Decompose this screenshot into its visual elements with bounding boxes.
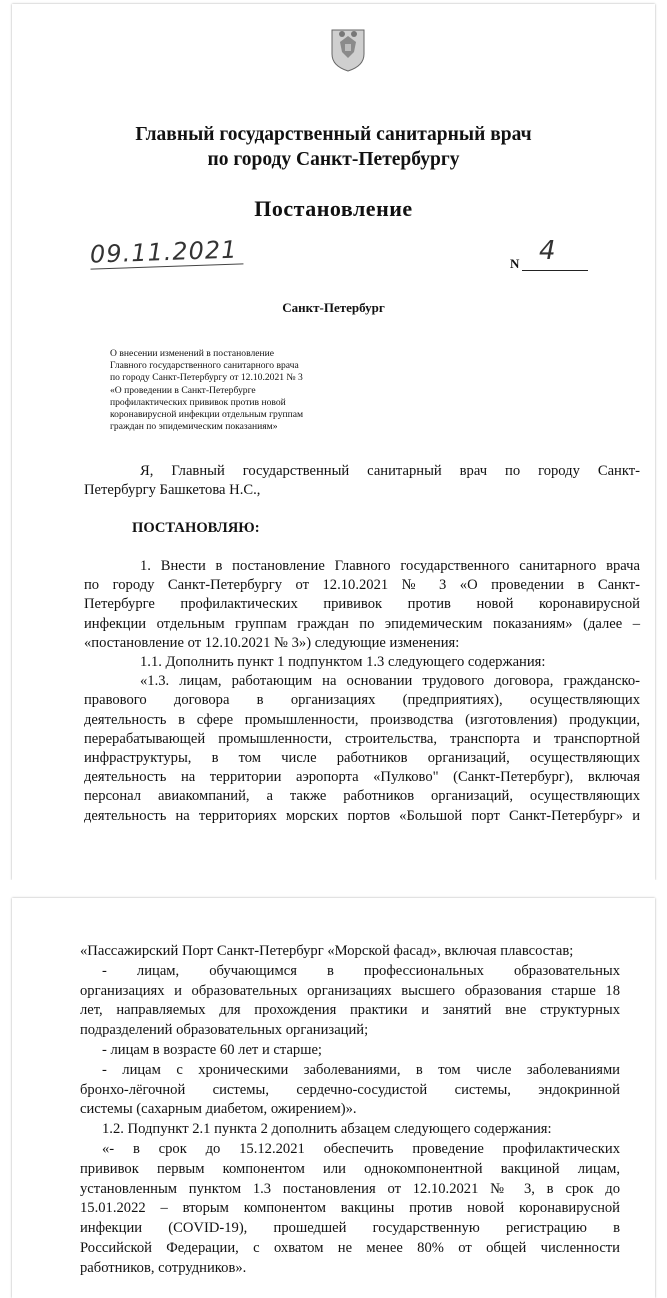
body-line: «постановление от 12.10.2021 № 3») следующие изменения: xyxy=(84,634,460,651)
subject-line: Главного государственного санитарного врача xyxy=(110,360,299,372)
body-line: правового договора в организациях (предприятиях), осуществляющих xyxy=(84,692,640,709)
body-line: персонал авиакомпаний, а также работников организаций, осуществляющих xyxy=(84,788,640,805)
issuer-line-2: по городу Санкт-Петербургу xyxy=(207,149,460,170)
handwritten-number: 4 xyxy=(539,236,556,266)
coat-of-arms-icon xyxy=(328,24,368,72)
number-underline xyxy=(522,270,588,271)
body-line: системы (сахарным диабетом, ожирением)». xyxy=(80,1101,357,1118)
body-line: 1.1. Дополнить пункт 1 подпунктом 1.3 следующего содержания: xyxy=(140,654,546,671)
intro-line: Петербургу Башкетова Н.С., xyxy=(84,482,261,499)
body-line: деятельность в сфере промышленности, производства (изготовления) продукции, xyxy=(84,711,640,728)
subject-line: О внесении изменений в постановление xyxy=(110,348,275,359)
body-line: - лицам в возрасте 60 лет и старше; xyxy=(102,1041,322,1058)
city: Санкт-Петербург xyxy=(282,300,385,315)
document-page-2 xyxy=(12,898,655,1298)
body-line: деятельность на территории аэропорта «Пулково" (Санкт-Петербург), включая xyxy=(84,769,640,786)
document-page-1 xyxy=(12,4,655,880)
body-line: «- в срок до 15.12.2021 обеспечить проведение профилактических xyxy=(102,1140,620,1157)
body-line: установленным пунктом 1.3 постановления от 12.10.2021 № 3, в срок до xyxy=(80,1180,620,1197)
subject-line: профилактических прививок против новой xyxy=(110,396,286,408)
body-line: деятельность на территориях морских портов «Большой порт Санкт-Петербург» и xyxy=(84,807,640,824)
subject-line: «О проведении в Санкт-Петербурге xyxy=(110,384,256,396)
body-line: лет, направляемых для прохождения практики и занятий вне структурных xyxy=(80,1002,620,1019)
issuer-line-1: Главный государственный санитарный врач xyxy=(135,124,532,145)
body-line: 1. Внести в постановление Главного государственного санитарного врача xyxy=(140,558,640,574)
body-line: инфекции отдельным группам граждан по эпидемическим показаниям» (далее – xyxy=(84,615,640,632)
subject-block xyxy=(110,348,390,433)
intro-line: Я, Главный государственный санитарный врач по городу Санкт- xyxy=(140,463,640,479)
issuer-header xyxy=(12,122,655,172)
body-line: подразделений образовательных организаций; xyxy=(80,1022,369,1039)
body-paragraphs xyxy=(84,557,640,826)
body-line: инфекции (COVID-19), прошедшей государственную регистрацию в xyxy=(80,1220,620,1237)
document-type: Постановление xyxy=(254,196,413,221)
body-line: - лицам, обучающимся в профессиональных образовательных xyxy=(102,962,620,979)
body-line: перерабатывающей промышленности, строительства, транспорта и транспортной xyxy=(84,730,640,747)
body-line: прививок первым компонентом или однокомпонентной вакциной лицам, xyxy=(80,1160,620,1177)
resolve-heading: ПОСТАНОВЛЯЮ: xyxy=(132,520,260,536)
subject-line: по городу Санкт-Петербургу от 12.10.2021 № 3 xyxy=(110,372,303,384)
subject-line: коронавирусной инфекции отдельным группам xyxy=(110,409,304,421)
continuation-text xyxy=(80,942,620,1279)
body-line: «Пассажирский Порт Санкт-Петербург «Морской фасад», включая плавсостав; xyxy=(80,943,574,959)
body-line: «1.3. лицам, работающим на основании трудового договора, гражданско- xyxy=(140,673,640,690)
page-gap xyxy=(0,880,667,898)
body-line: Российской Федерации, с охватом не менее 80% от общей численности xyxy=(80,1239,620,1256)
body-line: организациях и образовательных организациях высшего образования старше 18 xyxy=(80,982,620,999)
handwritten-date: 09.11.2021 xyxy=(90,235,244,269)
body-line: работников, сотрудников». xyxy=(80,1259,247,1276)
subject-line: граждан по эпидемическим показаниям» xyxy=(110,421,278,433)
body-line: по городу Санкт-Петербургу от 12.10.2021 № 3 «О проведении в Санкт- xyxy=(84,577,640,594)
body-line: Петербурге профилактических прививок против новой коронавирусной xyxy=(84,596,640,613)
body-line: инфраструктуры, в том числе работников организаций, осуществляющих xyxy=(84,750,640,767)
number-label: N xyxy=(510,256,520,271)
body-line: - лицам с хроническими заболеваниями, в том числе заболеваниями xyxy=(102,1061,620,1078)
body-line: 1.2. Подпункт 2.1 пункта 2 дополнить абзацем следующего содержания: xyxy=(102,1121,552,1138)
body-line: бронхо-лёгочной системы, сердечно-сосудистой системы, эндокринной xyxy=(80,1081,620,1098)
intro-paragraph xyxy=(84,462,640,500)
body-line: 15.01.2022 – вторым компонентом вакцины против новой коронавирусной xyxy=(80,1200,620,1217)
